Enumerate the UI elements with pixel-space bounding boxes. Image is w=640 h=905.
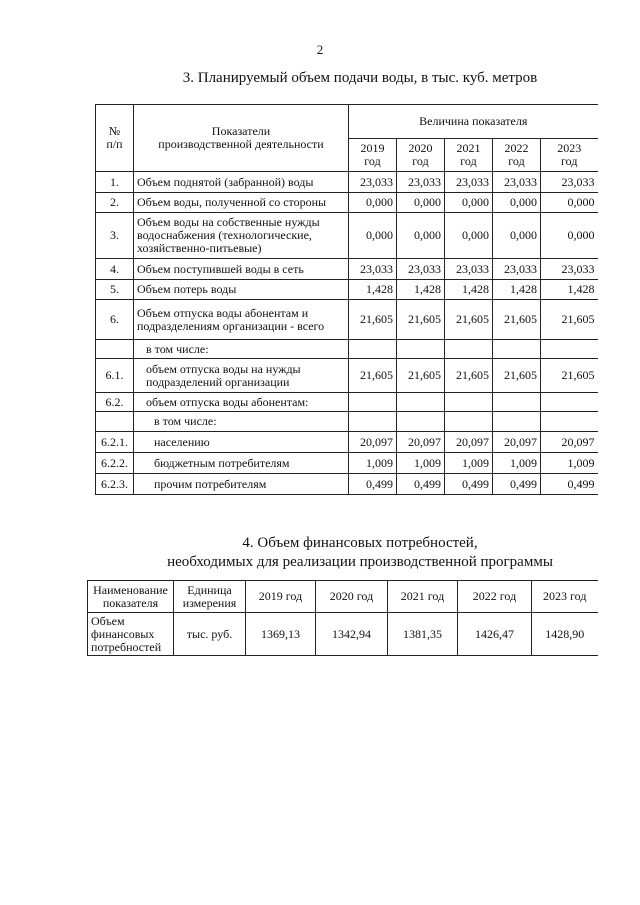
section3-title: 3. Планируемый объем подачи воды, в тыс. куб. метров	[182, 70, 538, 86]
table-row	[96, 412, 598, 432]
row-label: прочим потребителям	[134, 474, 349, 495]
row-label: бюджетным потребителям	[134, 453, 349, 474]
row-num: 6.	[96, 300, 134, 340]
row-value	[493, 393, 541, 412]
row-label: в том числе:	[134, 412, 349, 432]
table-row	[96, 453, 598, 474]
fin-cell: Объем финансовых потребностей	[88, 613, 174, 656]
row-num: 6.2.1.	[96, 432, 134, 453]
row-value: 21,605	[445, 359, 493, 393]
row-value: 23,033	[493, 172, 541, 193]
row-value: 23,033	[397, 259, 445, 280]
water-supply-table	[95, 104, 598, 495]
row-value: 21,605	[349, 300, 397, 340]
row-label: Объем поднятой (забранной) воды	[134, 172, 349, 193]
row-value: 23,033	[349, 259, 397, 280]
fin-col-header: 2021 год	[388, 581, 458, 613]
row-value: 23,033	[349, 172, 397, 193]
fin-cell: 1369,13	[246, 613, 316, 656]
row-value: 1,428	[445, 280, 493, 300]
col-header-year: 2020 год	[397, 139, 445, 172]
row-label: населению	[134, 432, 349, 453]
row-label: объем отпуска воды абонентам:	[134, 393, 349, 412]
table-row	[96, 213, 598, 259]
row-value: 23,033	[541, 172, 598, 193]
row-value: 20,097	[541, 432, 598, 453]
col-header-year: 2023 год	[541, 139, 598, 172]
row-value: 21,605	[397, 300, 445, 340]
fin-col-header: 2022 год	[458, 581, 532, 613]
row-value: 0,000	[349, 213, 397, 259]
row-num: 2.	[96, 193, 134, 213]
row-num	[96, 340, 134, 359]
section4-title-line2: необходимых для реализации производственной программы	[167, 554, 553, 570]
col-header-value-group: Величина показателя	[349, 105, 598, 139]
row-value: 0,000	[445, 213, 493, 259]
row-value: 23,033	[445, 259, 493, 280]
fin-col-header: Наименование показателя	[88, 581, 174, 613]
row-label: Объем потерь воды	[134, 280, 349, 300]
row-value: 0,000	[445, 193, 493, 213]
row-label: объем отпуска воды на нужды подразделений организации	[134, 359, 349, 393]
row-value: 21,605	[445, 300, 493, 340]
row-value: 1,009	[349, 453, 397, 474]
table-row	[96, 193, 598, 213]
row-value	[541, 412, 598, 432]
table-row	[96, 280, 598, 300]
row-value: 1,009	[493, 453, 541, 474]
row-value: 0,000	[541, 213, 598, 259]
row-value: 23,033	[541, 259, 598, 280]
col-header-indicator: Показатели производственной деятельности	[134, 105, 349, 172]
row-value	[397, 393, 445, 412]
table-row	[96, 474, 598, 495]
row-value: 20,097	[493, 432, 541, 453]
row-value: 23,033	[493, 259, 541, 280]
row-value: 0,499	[397, 474, 445, 495]
row-value: 23,033	[397, 172, 445, 193]
financial-needs-table	[87, 580, 598, 656]
table-row	[96, 359, 598, 393]
col-header-num: № п/п	[96, 105, 134, 172]
row-value: 0,000	[493, 213, 541, 259]
table-row	[96, 340, 598, 359]
row-num: 1.	[96, 172, 134, 193]
row-value	[349, 393, 397, 412]
col-header-year: 2022 год	[493, 139, 541, 172]
row-value: 21,605	[541, 300, 598, 340]
row-value: 21,605	[493, 300, 541, 340]
row-value	[445, 412, 493, 432]
section4-title-line1: 4. Объем финансовых потребностей,	[242, 535, 478, 551]
row-value: 1,009	[541, 453, 598, 474]
row-value: 20,097	[445, 432, 493, 453]
page-number: 2	[316, 42, 324, 57]
fin-col-header: Единица измерения	[174, 581, 246, 613]
row-value	[349, 412, 397, 432]
fin-cell: 1342,94	[316, 613, 388, 656]
row-value: 21,605	[397, 359, 445, 393]
row-value	[445, 340, 493, 359]
row-value: 1,428	[397, 280, 445, 300]
row-value: 0,000	[541, 193, 598, 213]
row-value	[445, 393, 493, 412]
row-num: 6.2.	[96, 393, 134, 412]
row-label: Объем отпуска воды абонентам и подразделениям организации - всего	[134, 300, 349, 340]
fin-cell: 1426,47	[458, 613, 532, 656]
row-value	[397, 340, 445, 359]
row-value: 21,605	[541, 359, 598, 393]
row-value: 1,428	[349, 280, 397, 300]
row-value	[349, 340, 397, 359]
row-label: Объем воды на собственные нужды водоснабжения (технологические, хозяйственно-питьевые)	[134, 213, 349, 259]
row-num: 4.	[96, 259, 134, 280]
fin-cell: 1428,90	[532, 613, 598, 656]
row-value: 0,000	[493, 193, 541, 213]
fin-cell: тыс. руб.	[174, 613, 246, 656]
row-value	[397, 412, 445, 432]
row-num: 6.1.	[96, 359, 134, 393]
table-row	[96, 300, 598, 340]
table-row	[96, 172, 598, 193]
fin-col-header: 2019 год	[246, 581, 316, 613]
row-value: 0,000	[397, 213, 445, 259]
row-value: 1,428	[493, 280, 541, 300]
row-value: 0,499	[445, 474, 493, 495]
row-value: 0,499	[349, 474, 397, 495]
row-value: 0,499	[541, 474, 598, 495]
fin-col-header: 2020 год	[316, 581, 388, 613]
row-num	[96, 412, 134, 432]
row-num: 3.	[96, 213, 134, 259]
col-header-year: 2019 год	[349, 139, 397, 172]
row-value: 20,097	[349, 432, 397, 453]
row-label: Объем поступившей воды в сеть	[134, 259, 349, 280]
row-num: 6.2.2.	[96, 453, 134, 474]
table-row	[96, 432, 598, 453]
fin-cell: 1381,35	[388, 613, 458, 656]
row-value	[493, 340, 541, 359]
row-value: 1,009	[445, 453, 493, 474]
row-value: 23,033	[445, 172, 493, 193]
row-value	[541, 340, 598, 359]
row-num: 5.	[96, 280, 134, 300]
table-row	[96, 393, 598, 412]
row-value	[541, 393, 598, 412]
row-value: 1,428	[541, 280, 598, 300]
table-row	[96, 259, 598, 280]
row-value: 21,605	[493, 359, 541, 393]
row-value: 21,605	[349, 359, 397, 393]
row-value	[493, 412, 541, 432]
row-value: 0,000	[397, 193, 445, 213]
row-value: 1,009	[397, 453, 445, 474]
row-value: 0,499	[493, 474, 541, 495]
row-value: 0,000	[349, 193, 397, 213]
row-label: в том числе:	[134, 340, 349, 359]
row-label: Объем воды, полученной со стороны	[134, 193, 349, 213]
section4-title	[0, 534, 640, 572]
row-value: 20,097	[397, 432, 445, 453]
fin-col-header: 2023 год	[532, 581, 598, 613]
row-num: 6.2.3.	[96, 474, 134, 495]
col-header-year: 2021 год	[445, 139, 493, 172]
